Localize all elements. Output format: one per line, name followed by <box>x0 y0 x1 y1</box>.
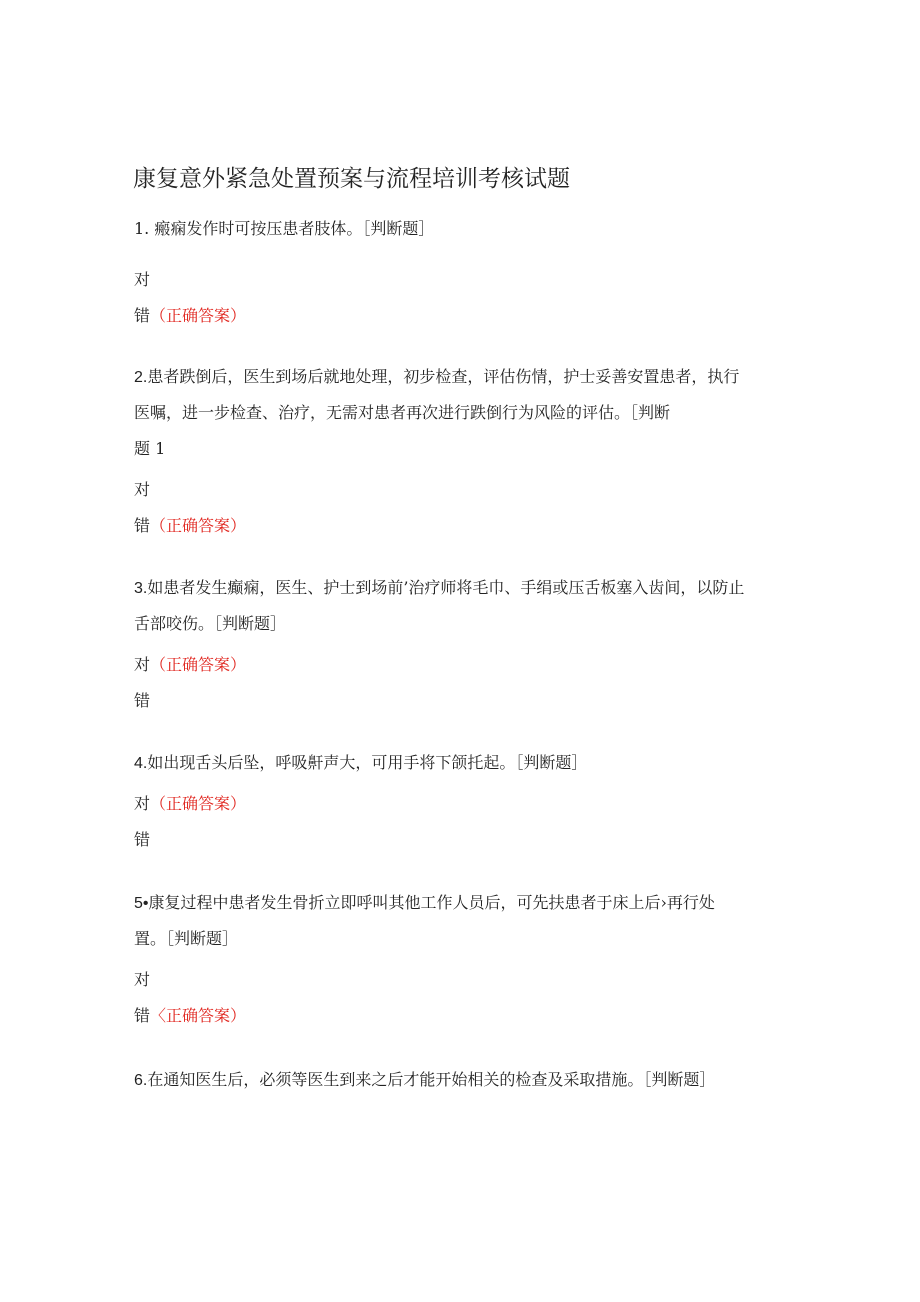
question-3-text-line-1: 3.如患者发生癫痫，医生、护士到场前’治疗师将毛巾、手绢或压舌板塞入齿间，以防止 <box>134 578 745 597</box>
question-5-option-false[interactable]: 错〈正确答案） <box>134 1006 247 1025</box>
question-2-option-false[interactable]: 错（正确答案） <box>134 516 247 535</box>
question-3-option-false[interactable]: 错 <box>134 691 151 710</box>
question-1-option-true[interactable]: 对 <box>134 270 151 289</box>
correct-answer-tag: （正确答案） <box>150 306 247 325</box>
question-6-number: 6. <box>134 1072 148 1089</box>
correct-answer-tag: 〈正确答案） <box>150 1006 247 1025</box>
question-2-option-true[interactable]: 对 <box>134 480 151 499</box>
question-3-number: 3. <box>134 580 148 597</box>
question-2-number: 2. <box>134 369 148 386</box>
question-6-text: 6.在通知医生后，必须等医生到来之后才能开始相关的检查及采取措施。［判断题］ <box>134 1070 716 1089</box>
question-1-text: 1. 瘢痫发作时可按压患者肢体。［判断题］ <box>134 219 435 238</box>
question-2-text-line-1: 2.患者跌倒后，医生到场后就地处理，初步检查，评估伤情，护士妥善安置患者，执行 <box>134 367 740 386</box>
question-4-option-false[interactable]: 错 <box>134 830 151 849</box>
question-2-text-line-3: 题 1 <box>134 439 166 458</box>
correct-answer-tag: （正确答案） <box>150 794 247 813</box>
question-4-option-true[interactable]: 对（正确答案） <box>134 794 247 813</box>
question-4-text: 4.如出现舌头后坠，呼吸鼾声大，可用手将下颌托起。［判断题］ <box>134 753 588 772</box>
correct-answer-tag: （正确答案） <box>150 516 247 535</box>
question-5-number: 5• <box>134 895 149 912</box>
question-3-text-line-2: 舌部咬伤。［判断题］ <box>134 614 287 633</box>
question-5-text-line-2: 置。［判断题］ <box>134 929 239 948</box>
question-2-text-line-2: 医嘱，进一步检查、治疗，无需对患者再次进行跌倒行为风险的评估。［判断 <box>134 403 671 422</box>
question-3-option-true[interactable]: 对（正确答案） <box>134 655 247 674</box>
question-5-text-line-1: 5•康复过程中患者发生骨折立即呼叫其他工作人员后，可先扶患者于床上后›再行处 <box>134 893 715 912</box>
page-title: 康复意外紧急处置预案与流程培训考核试题 <box>133 166 570 192</box>
correct-answer-tag: （正确答案） <box>150 655 247 674</box>
question-5-option-true[interactable]: 对 <box>134 970 151 989</box>
question-4-number: 4. <box>134 755 148 772</box>
question-1-option-false[interactable]: 错（正确答案） <box>134 306 247 325</box>
